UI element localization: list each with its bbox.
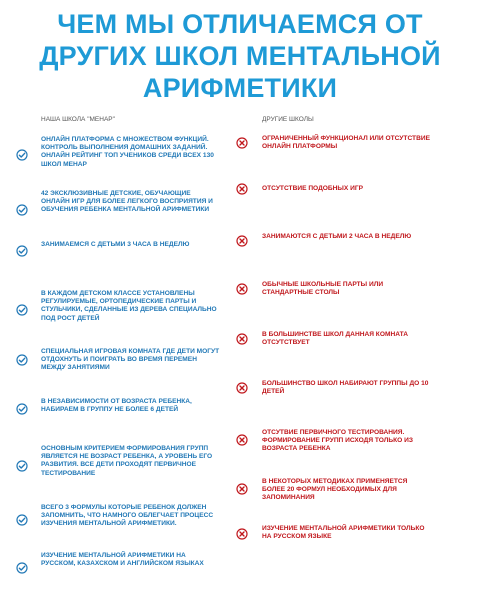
check-circle-icon (16, 354, 28, 366)
item-text: ИЗУЧЕНИЕ МЕНТАЛЬНОЙ АРИФМЕТИКИ НА РУССКОМ, КАЗАХСКОМ И АНГЛИЙСКОМ ЯЗЫКАХ (41, 552, 204, 568)
item-text: ЗАНИМАЕМСЯ С ДЕТЬМИ 3 ЧАСА В НЕДЕЛЮ (41, 241, 190, 248)
item-text: ОСНОВНЫМ КРИТЕРИЕМ ФОРМИРОВАНИЯ ГРУПП ЯВЛЯЕТСЯ НЕ ВОЗРАСТ РЕБЕНКА, А УРОВЕНЬ ЕГО РАЗВИТИЯ. ВСЕ ДЕТИ ПРОХОДЯТ ПЕРВИЧНОЕ ТЕСТИРОВАНИЕ (41, 445, 213, 477)
check-circle-icon (16, 460, 28, 472)
item-text: В НЕКОТОРЫХ МЕТОДИКАХ ПРИМЕНЯЕТСЯ БОЛЕЕ 20 ФОРМУЛ НЕОБХОДИМЫХ ДЛЯ ЗАПОМИНАНИЯ (262, 478, 408, 502)
item-text: ОГРАНИЧЕННЫЙ ФУНКЦИОНАЛ ИЛИ ОТСУТСТВИЕ ОНЛАЙН ПЛАТФОРМЫ (262, 135, 430, 151)
x-circle-icon (236, 183, 248, 195)
x-circle-icon (236, 137, 248, 149)
x-circle-icon (236, 483, 248, 495)
check-circle-icon (16, 245, 28, 257)
item-text: ОТСУТСТВИЕ ПОДОБНЫХ ИГР (262, 185, 363, 192)
title-line: АРИФМЕТИКИ (142, 73, 338, 103)
item-text: БОЛЬШИНСТВО ШКОЛ НАБИРАЮТ ГРУППЫ ДО 10 ДЕТЕЙ (262, 380, 429, 396)
x-circle-icon (236, 235, 248, 247)
x-circle-icon (236, 283, 248, 295)
x-circle-icon (236, 382, 248, 394)
item-text: В НЕЗАВИСИМОСТИ ОТ ВОЗРАСТА РЕБЕНКА, НАБИРАЕМ В ГРУППУ НЕ БОЛЕЕ 6 ДЕТЕЙ (41, 398, 192, 414)
page-title (0, 8, 480, 104)
item-text: В БОЛЬШИНСТВЕ ШКОЛ ДАННАЯ КОМНАТА ОТСУТСТВУЕТ (262, 331, 409, 347)
item-text: ВСЕГО 3 ФОРМУЛЫ КОТОРЫЕ РЕБЕНОК ДОЛЖЕН ЗАПОМНИТЬ, ЧТО НАМНОГО ОБЛЕГЧАЕТ ПРОЦЕСС ИЗУЧЕНИЯ МЕНТАЛЬНОЙ АРИФМЕТИКИ. (41, 504, 214, 528)
check-circle-icon (16, 514, 28, 526)
title-line: ЧЕМ МЫ ОТЛИЧАЕМСЯ ОТ (57, 9, 423, 39)
check-circle-icon (16, 562, 28, 574)
x-circle-icon (236, 434, 248, 446)
item-text: ОНЛАЙН ПЛАТФОРМА С МНОЖЕСТВОМ ФУНКЦИЙ. КОНТРОЛЬ ВЫПОЛНЕНИЯ ДОМАШНИХ ЗАДАНИЙ. ОНЛАЙН РЕЙТИНГ ТОП УЧЕНИКОВ СРЕДИ ВСЕХ 130 ШКОЛ МЕНАР (41, 136, 214, 168)
item-text: 42 ЭКСКЛЮЗИВНЫЕ ДЕТСКИЕ, ОБУЧАЮЩИЕ ОНЛАЙН ИГР ДЛЯ БОЛЕЕ ЛЕГКОГО ВОСПРИЯТИЯ И ОБУЧЕНИЯ РЕБЕНКА МЕНТАЛЬНОЙ АРИФМЕТИКИ (41, 190, 213, 214)
item-text: В КАЖДОМ ДЕТСКОМ КЛАССЕ УСТАНОВЛЕНЫ РЕГУЛИРУЕМЫЕ, ОРТОПЕДИЧЕСКИЕ ПАРТЫ И СТУЛЬЧИКИ, СДЕЛАННЫЕ ИЗ ДЕРЕВА СПЕЦИАЛЬНО ПОД РОСТ ДЕТЕЙ (41, 290, 217, 322)
check-circle-icon (16, 204, 28, 216)
item-text: СПЕЦИАЛЬНАЯ ИГРОВАЯ КОМНАТА ГДЕ ДЕТИ МОГУТ ОТДОХНУТЬ И ПОИГРАТЬ ВО ВРЕМЯ ПЕРЕМЕН МЕЖДУ ЗАНЯТИЯМИ (41, 348, 220, 372)
check-circle-icon (16, 304, 28, 316)
item-text: ИЗУЧЕНИЕ МЕНТАЛЬНОЙ АРИФМЕТИКИ ТОЛЬКО НА РУССКОМ ЯЗЫКЕ (262, 525, 425, 541)
x-circle-icon (236, 333, 248, 345)
our-school-header: НАША ШКОЛА "МЕНАР" (41, 116, 115, 123)
title-line: ДРУГИХ ШКОЛ МЕНТАЛЬНОЙ (39, 41, 441, 71)
other-schools-header: ДРУГИЕ ШКОЛЫ (262, 116, 314, 123)
item-text: ОТСУТВИЕ ПЕРВИЧНОГО ТЕСТИРОВАНИЯ. ФОРМИРОВАНИЕ ГРУПП ИСХОДЯ ТОЛЬКО ИЗ ВОЗРАСТА РЕБЕНКА (262, 429, 413, 453)
x-circle-icon (236, 528, 248, 540)
item-text: ОБЫЧНЫЕ ШКОЛЬНЫЕ ПАРТЫ ИЛИ СТАНДАРТНЫЕ СТОЛЫ (262, 281, 384, 297)
check-circle-icon (16, 149, 28, 161)
check-circle-icon (16, 403, 28, 415)
item-text: ЗАНИМАЮТСЯ С ДЕТЬМИ 2 ЧАСА В НЕДЕЛЮ (262, 233, 412, 240)
